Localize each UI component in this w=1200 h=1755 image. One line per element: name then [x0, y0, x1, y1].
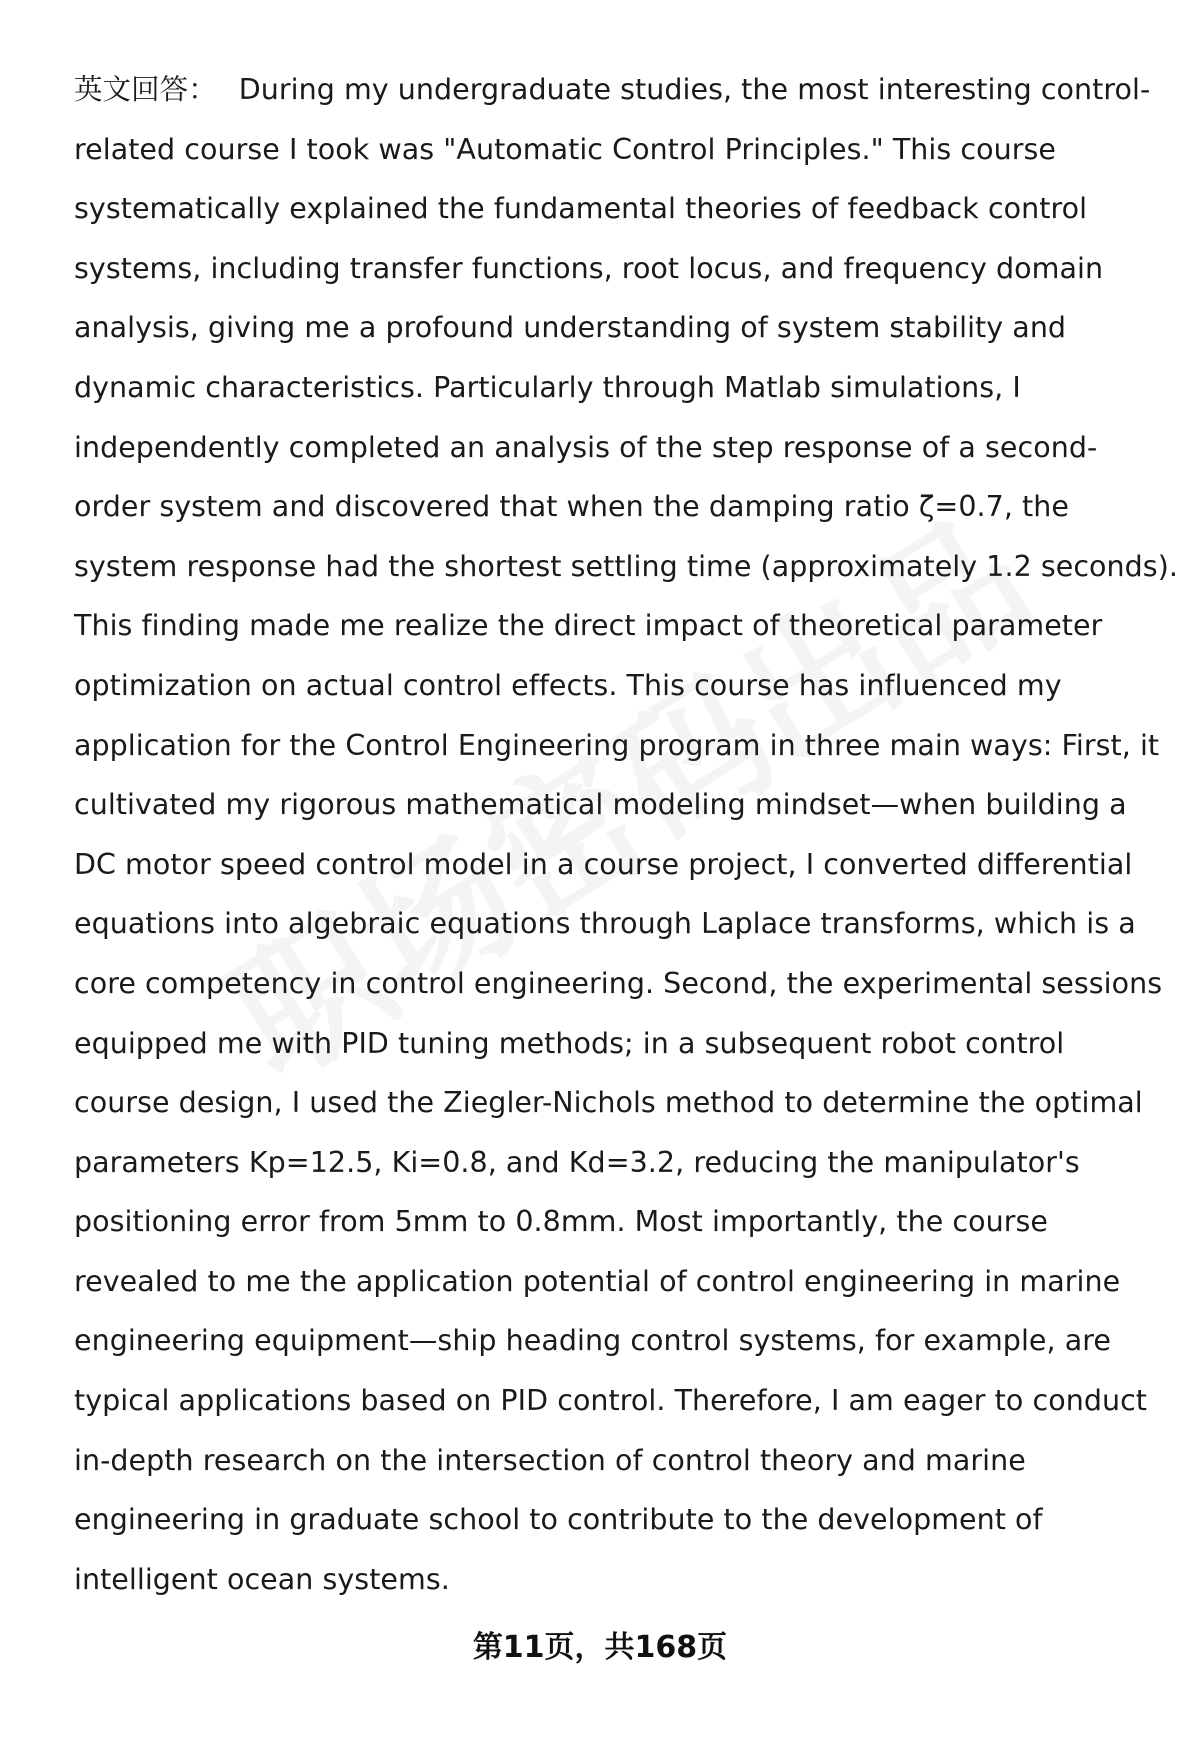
paragraph-line: systems, including transfer functions, root locus, and frequency domain	[74, 251, 1104, 285]
paragraph-line: in-depth research on the intersection of control theory and marine	[74, 1443, 1026, 1477]
paragraph-line: related course I took was "Automatic Control Principles." This course	[74, 132, 1056, 166]
paragraph-line: order system and discovered that when the damping ratio ζ=0.7, the	[74, 490, 1069, 524]
paragraph-line: dynamic characteristics. Particularly through Matlab simulations, I	[74, 370, 1021, 404]
paragraph-line: analysis, giving me a profound understanding of system stability and	[74, 311, 1067, 345]
paragraph-line: intelligent ocean systems.	[74, 1562, 450, 1596]
paragraph-line: application for the Control Engineering program in three main ways: First, it	[74, 728, 1160, 762]
answer-paragraph	[74, 60, 1178, 1609]
paragraph-line: equipped me with PID tuning methods; in a subsequent robot control	[74, 1026, 1065, 1060]
paragraph-line: core competency in control engineering. Second, the experimental sessions	[74, 966, 1163, 1000]
paragraph-line: course design, I used the Ziegler-Nichols method to determine the optimal	[74, 1086, 1143, 1120]
paragraph-line: positioning error from 5mm to 0.8mm. Most importantly, the course	[74, 1205, 1048, 1239]
paragraph-line: 英文回答： During my undergraduate studies, the most interesting control-	[74, 73, 1151, 106]
paragraph-line: This finding made me realize the direct impact of theoretical parameter	[74, 609, 1103, 643]
paragraph-line: engineering equipment—ship heading control systems, for example, are	[74, 1324, 1111, 1358]
paragraph-line: independently completed an analysis of the step response of a second-	[74, 430, 1098, 464]
page-footer	[0, 1622, 1200, 1666]
paragraph-line: cultivated my rigorous mathematical modeling mindset—when building a	[74, 788, 1127, 822]
paragraph-line: optimization on actual control effects. This course has influenced my	[74, 668, 1062, 702]
answer-label: 英文回答：	[74, 73, 217, 106]
page-number: 第11页，共168页	[472, 1630, 728, 1665]
paragraph-line: typical applications based on PID control. Therefore, I am eager to conduct	[74, 1384, 1148, 1418]
paragraph-line: equations into algebraic equations through Laplace transforms, which is a	[74, 907, 1136, 941]
paragraph-line: revealed to me the application potential of control engineering in marine	[74, 1264, 1121, 1298]
paragraph-line: DC motor speed control model in a course project, I converted differential	[74, 847, 1133, 881]
paragraph-line: systematically explained the fundamental theories of feedback control	[74, 192, 1088, 226]
paragraph-line: system response had the shortest settling time (approximately 1.2 seconds).	[74, 549, 1178, 583]
paragraph-line: engineering in graduate school to contribute to the development of	[74, 1503, 1043, 1537]
paragraph-line: parameters Kp=12.5, Ki=0.8, and Kd=3.2, reducing the manipulator's	[74, 1145, 1080, 1179]
